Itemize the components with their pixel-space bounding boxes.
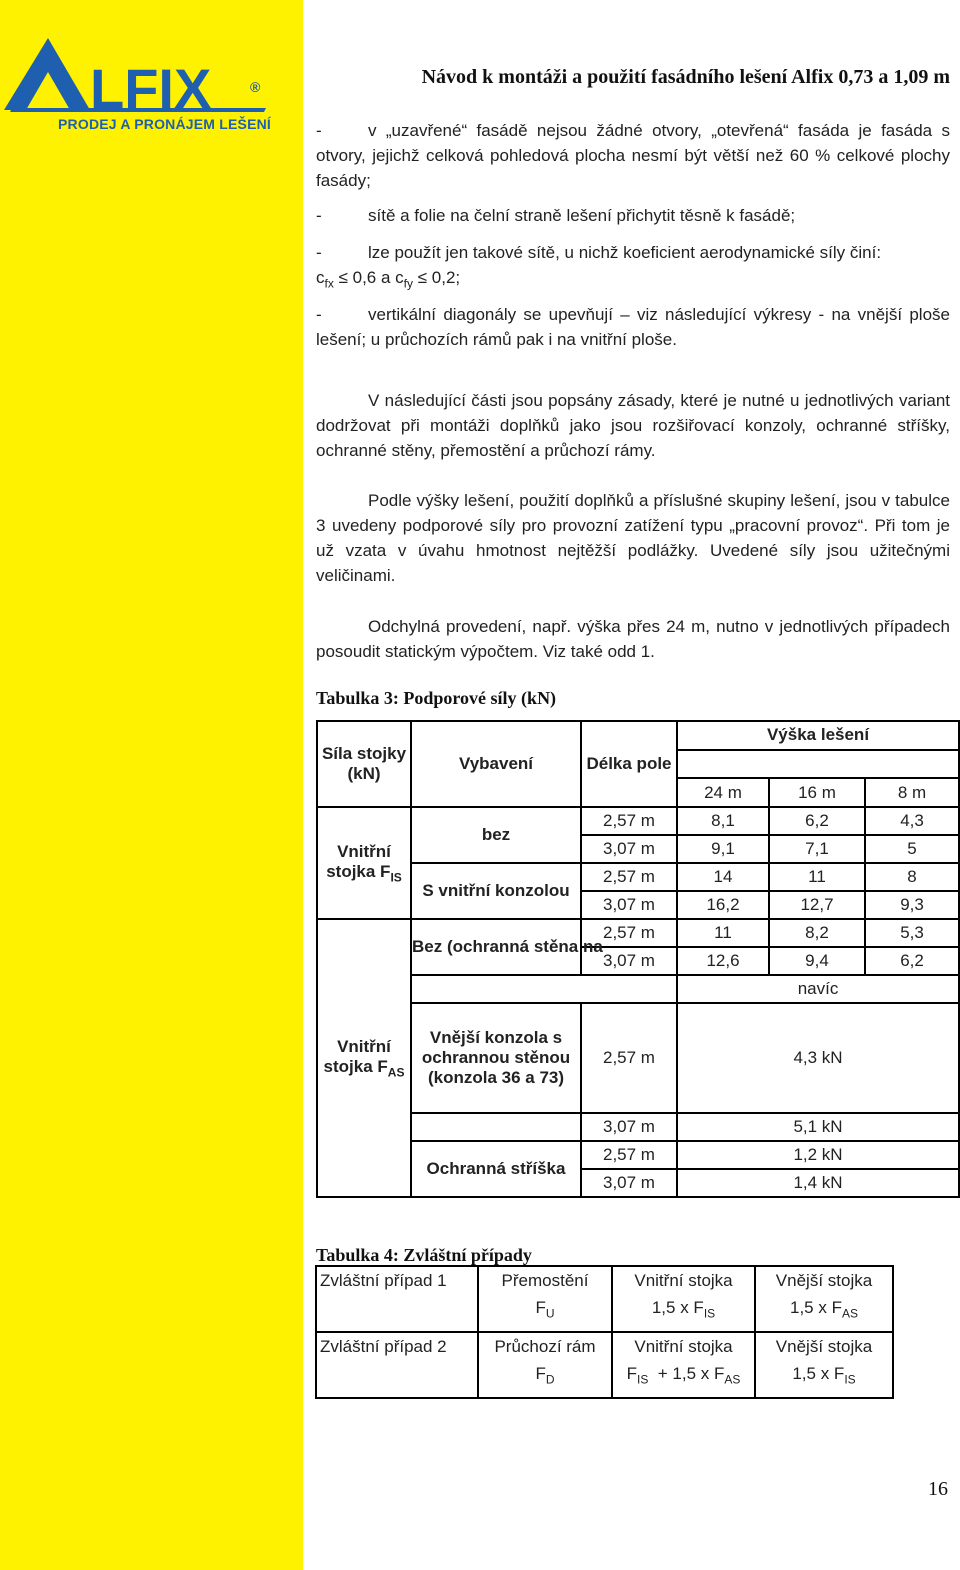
force-value: 9,3 — [865, 891, 959, 919]
header-spacer — [677, 750, 959, 779]
force-value: 11 — [769, 863, 865, 891]
header-delka-pole: Délka pole — [581, 721, 677, 807]
special-case-cell: Vnitřní stojka $F_{IS} + 1,5$ x $F_{AS}$ — [612, 1332, 755, 1398]
force-value: 8,2 — [769, 919, 865, 947]
extra-force: 5,1 kN — [677, 1113, 959, 1141]
extra-force: 4,3 kN — [677, 1003, 959, 1113]
page-number: 16 — [928, 1478, 948, 1500]
special-case-cell: Vnější stojka 1,5 x $F_{IS}$ — [755, 1332, 893, 1398]
extra-force: 1,2 kN — [677, 1141, 959, 1169]
force-value: 14 — [677, 863, 769, 891]
field-length: 2,57 m — [581, 1003, 677, 1113]
document-header-title: Návod k montáži a použití fasádního lešení Alfix 0,73 a 1,09 m — [421, 66, 950, 88]
header-vyska-leseni: Výška lešení — [677, 721, 959, 750]
extra-force: 1,4 kN — [677, 1169, 959, 1197]
force-value: 12,7 — [769, 891, 865, 919]
field-length: 3,07 m — [581, 835, 677, 863]
force-value: 4,3 — [865, 807, 959, 835]
logo-tagline: PRODEJ A PRONÁJEM LEŠENÍ — [58, 116, 272, 132]
height-cell: 16 m — [769, 778, 865, 807]
bullet-item: - lze použít jen takové sítě, u nichž koeficient aerodynamické síly činí: $c_{fx} \le 0,6$ a $c_{fy} \le 0,2$; — [316, 243, 882, 291]
yellow-sidebar — [0, 0, 303, 1570]
support-forces-table — [316, 720, 960, 1198]
bullet-item: - v „uzavřené“ fasádě nejsou žádné otvory, „otevřená“ fasáda je fasáda s otvory, jejichž celková pohledová plocha nesmí být větší než 60 % celkové plochy fasády; — [316, 121, 950, 190]
force-value: 7,1 — [769, 835, 865, 863]
equipment-s-vnitrni-konzolou: S vnitřní konzolou — [411, 863, 581, 919]
force-value: 9,4 — [769, 947, 865, 975]
body-paragraph: Odchylná provedení, např. výška přes 24 m, nutno v jednotlivých případech posoudit statickým výpočtem. Viz také odd 1. — [316, 617, 950, 661]
svg-text:LFIX: LFIX — [90, 57, 212, 120]
force-value: 5,3 — [865, 919, 959, 947]
force-value: 9,1 — [677, 835, 769, 863]
table3-caption: Tabulka 3: Podporové síly (kN) — [316, 688, 557, 708]
field-length: 2,57 m — [581, 919, 677, 947]
force-value: 6,2 — [769, 807, 865, 835]
special-case-cell: Vnější stojka 1,5 x $F_{AS}$ — [755, 1266, 893, 1332]
header-vybaveni: Vybavení — [411, 721, 581, 807]
force-value: 8,1 — [677, 807, 769, 835]
header-sila-stojky: Síla stojky (kN) — [317, 721, 411, 807]
special-case-cell: Vnitřní stojka 1,5 x $F_{IS}$ — [612, 1266, 755, 1332]
bullet-item: - vertikální diagonály se upevňují – viz následující výkresy - na vnější ploše lešení; u průchozích rámů pak i na vnitřní ploše. — [316, 305, 950, 349]
special-case-cell: Průchozí rám $F_D$ — [478, 1332, 612, 1398]
field-length: 2,57 m — [581, 863, 677, 891]
inner-stojka-label: Vnitřní stojka $F_{IS}$ — [317, 807, 411, 919]
navic-label: navíc — [677, 975, 959, 1003]
field-length: 3,07 m — [581, 1169, 677, 1197]
equipment-ochranna-strizka: Ochranná stříška — [411, 1141, 581, 1197]
special-cases-table — [315, 1265, 894, 1399]
equipment-vnejsi-konzola: Vnější konzola s ochrannou stěnou (konzola 36 a 73) — [411, 1003, 581, 1113]
navic-spacer — [411, 975, 677, 1003]
outer-stojka-label: Vnitřní stojka $F_{AS}$ — [317, 919, 411, 1197]
force-value: 11 — [677, 919, 769, 947]
field-length: 2,57 m — [581, 1141, 677, 1169]
force-value: 6,2 — [865, 947, 959, 975]
special-case-cell: Přemostění $F_U$ — [478, 1266, 612, 1332]
bullet-item: - sítě a folie na čelní straně lešení přichytit těsně k fasádě; — [316, 206, 796, 225]
body-paragraph: V následující části jsou popsány zásady, které je nutné u jednotlivých variant dodržovat při montáži doplňků jako jsou rozšiřovací konzoly, ochranné stříšky, ochranné stěny, přemostění a průchozí rámy. — [316, 391, 950, 460]
height-cell: 24 m — [677, 778, 769, 807]
force-value: 8 — [865, 863, 959, 891]
field-length: 2,57 m — [581, 807, 677, 835]
empty-cell — [411, 1113, 581, 1141]
field-length: 3,07 m — [581, 891, 677, 919]
equipment-bez: bez — [411, 807, 581, 863]
force-value: 16,2 — [677, 891, 769, 919]
svg-text:®: ® — [250, 79, 261, 95]
body-paragraph: Podle výšky lešení, použití doplňků a příslušné skupiny lešení, jsou v tabulce 3 uvedeny podporové síly pro provozní zatížení typu „pracovní provoz“. Při tom je už vzata v úvahu hmotnost nejtěžší podlážky. Uvedené síly jsou užitečnými veličinami. — [316, 491, 950, 585]
force-value: 12,6 — [677, 947, 769, 975]
table4-caption: Tabulka 4: Zvláštní případy — [316, 1245, 532, 1265]
force-value: 5 — [865, 835, 959, 863]
equipment-bez-ochranna-stena: Bez (ochranná stěna na — [411, 919, 581, 975]
special-case-label: Zvláštní případ 1 — [316, 1266, 478, 1332]
height-cell: 8 m — [865, 778, 959, 807]
field-length: 3,07 m — [581, 947, 677, 975]
special-case-label: Zvláštní případ 2 — [316, 1332, 478, 1398]
field-length: 3,07 m — [581, 1113, 677, 1141]
